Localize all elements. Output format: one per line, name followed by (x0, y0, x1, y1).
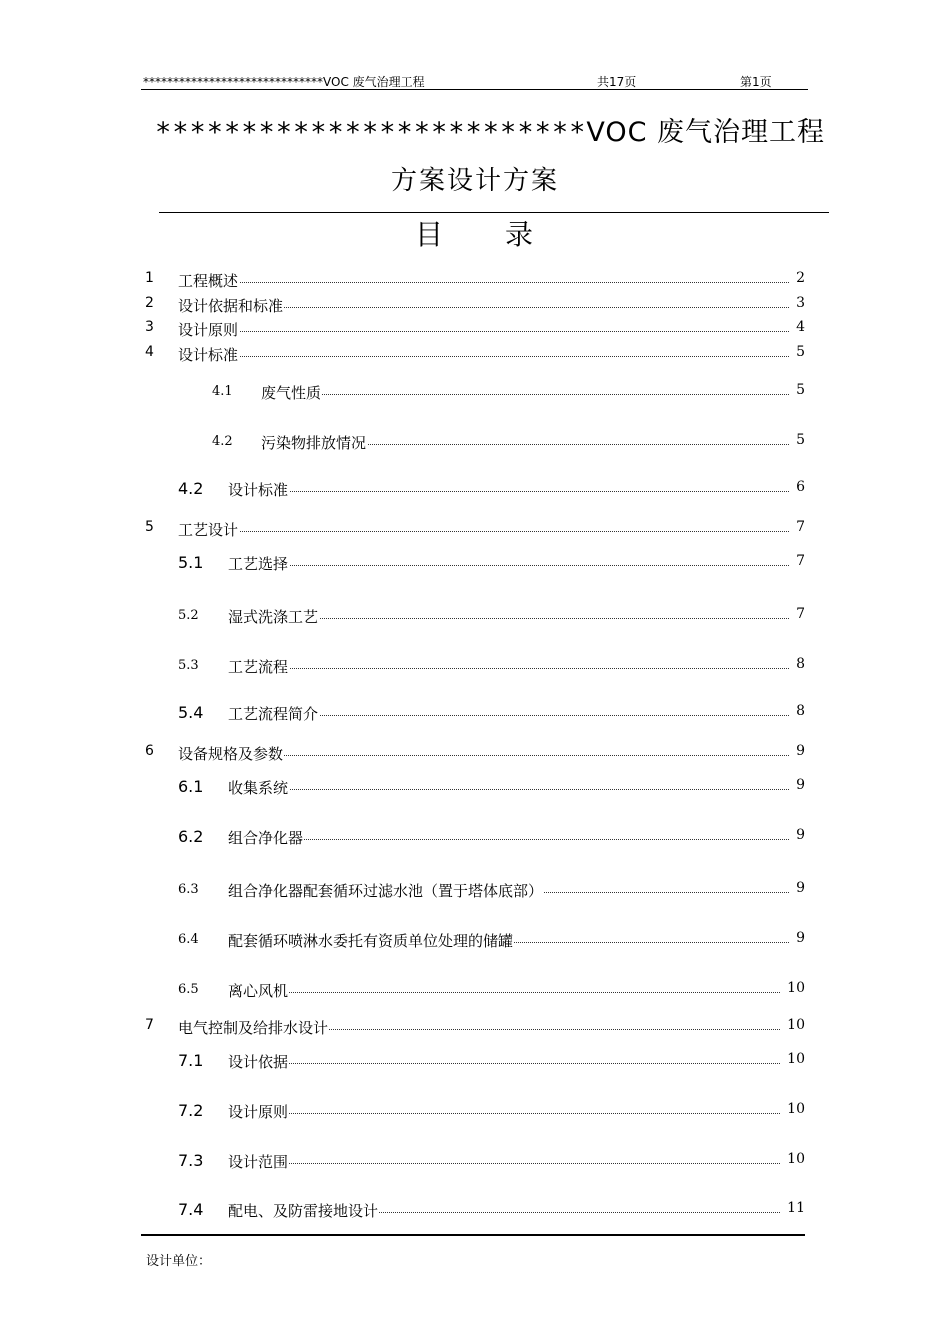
toc-entry-page: 9 (796, 880, 805, 896)
toc-leader-dots (228, 668, 789, 669)
toc-leader-dots (178, 356, 789, 357)
header-total-pages: 共17页 (597, 75, 637, 89)
toc-entry-page: 8 (796, 703, 805, 719)
toc-entry-number: 3 (145, 319, 154, 335)
toc-entry-title: 设计依据和标准 (178, 297, 284, 315)
toc-entry[interactable] (0, 978, 950, 1000)
toc-entry-page: 10 (787, 1051, 805, 1067)
toc-entry-page: 9 (796, 777, 805, 793)
toc-entry-number: 4.1 (212, 384, 233, 399)
toc-entry[interactable] (0, 477, 950, 499)
toc-entry[interactable] (0, 654, 950, 676)
toc-entry-page: 5 (796, 344, 805, 360)
toc-entry[interactable] (0, 775, 950, 797)
toc-heading: 目 录 (414, 218, 535, 251)
toc-entry-title: 离心风机 (228, 982, 289, 1000)
toc-entry[interactable] (0, 1015, 950, 1037)
toc-entry-title: 工艺流程简介 (228, 705, 319, 723)
toc-entry-number: 6.3 (178, 882, 199, 897)
toc-entry[interactable] (0, 293, 950, 315)
toc-entry-title: 湿式洗涤工艺 (228, 608, 319, 626)
toc-entry-page: 7 (796, 519, 805, 535)
toc-entry-number: 6 (145, 743, 154, 759)
toc-entry[interactable] (0, 825, 950, 847)
document-title-line2: 方案设计方案 (390, 166, 559, 196)
toc-entry-number: 4 (145, 344, 154, 360)
toc-entry-number: 4.2 (178, 479, 204, 498)
toc-entry[interactable] (0, 517, 950, 539)
toc-entry-number: 5 (145, 519, 154, 535)
toc-entry-title: 工艺设计 (178, 521, 239, 539)
title-project: VOC 废气治理工程 (586, 117, 826, 148)
toc-leader-dots (228, 491, 789, 492)
toc-entry-title: 设计原则 (228, 1103, 289, 1121)
toc-entry[interactable] (0, 741, 950, 763)
toc-entry-title: 配电、及防雷接地设计 (228, 1202, 379, 1220)
toc-entry-number: 5.1 (178, 553, 204, 572)
toc-entry-title: 收集系统 (228, 779, 289, 797)
toc-entry-page: 9 (796, 743, 805, 759)
toc-entry-page: 8 (796, 656, 805, 672)
toc-entry-title: 设计依据 (228, 1053, 289, 1071)
toc-entry-title: 设备规格及参数 (178, 745, 284, 763)
toc-entry-number: 5.3 (178, 658, 199, 673)
toc-entry-page: 3 (796, 295, 805, 311)
toc-entry[interactable] (0, 1099, 950, 1121)
toc-entry-page: 5 (796, 382, 805, 398)
toc-entry-number: 7.2 (178, 1101, 204, 1120)
toc-entry-number: 7.4 (178, 1200, 204, 1219)
toc-entry[interactable] (0, 380, 950, 402)
toc-entry-title: 组合净化器 (228, 829, 304, 847)
toc-leader-dots (178, 282, 789, 283)
toc-entry[interactable] (0, 1149, 950, 1171)
toc-entry-page: 4 (796, 319, 805, 335)
toc-entry-title: 工艺选择 (228, 555, 289, 573)
toc-entry-title: 废气性质 (261, 384, 322, 402)
toc-entry-title: 电气控制及给排水设计 (178, 1019, 329, 1037)
toc-entry-title: 设计标准 (178, 346, 239, 364)
toc-entry-page: 7 (796, 606, 805, 622)
toc-entry-page: 5 (796, 432, 805, 448)
toc-leader-dots (228, 1063, 780, 1064)
document-title-line1 (0, 110, 950, 149)
toc-entry-number: 7.3 (178, 1151, 204, 1170)
toc-entry-number: 7.1 (178, 1051, 204, 1070)
toc-entry-number: 1 (145, 270, 154, 286)
header-rule (141, 89, 808, 90)
header-project-title: ******************************VOC 废气治理工程 (143, 75, 425, 89)
title-stars: ************************* (154, 117, 587, 148)
toc-leader-dots (261, 394, 789, 395)
toc-leader-dots (228, 839, 789, 840)
toc-entry-page: 10 (787, 1151, 805, 1167)
toc-entry-title: 设计标准 (228, 481, 289, 499)
toc-entry-page: 6 (796, 479, 805, 495)
header-current-page: 第1页 (740, 75, 772, 89)
toc-leader-dots (228, 1113, 780, 1114)
toc-entry[interactable] (0, 878, 950, 900)
toc-entry-title: 工艺流程 (228, 658, 289, 676)
toc-entry[interactable] (0, 604, 950, 626)
toc-entry[interactable] (0, 317, 950, 339)
toc-entry[interactable] (0, 551, 950, 573)
toc-entry-title: 设计范围 (228, 1153, 289, 1171)
toc-entry-page: 11 (787, 1200, 805, 1216)
toc-leader-dots (178, 531, 789, 532)
footer-rule (141, 1234, 805, 1236)
toc-entry-number: 6.5 (178, 982, 199, 997)
toc-leader-dots (178, 331, 789, 332)
toc-entry-title: 工程概述 (178, 272, 239, 290)
toc-entry-title: 组合净化器配套循环过滤水池（置于塔体底部） (228, 882, 544, 900)
toc-entry[interactable] (0, 1049, 950, 1071)
toc-entry[interactable] (0, 928, 950, 950)
toc-leader-dots (228, 1163, 780, 1164)
toc-entry-number: 4.2 (212, 434, 233, 449)
footer-design-unit: 设计单位： (146, 1254, 212, 1269)
toc-entry-title: 设计原则 (178, 321, 239, 339)
toc-entry[interactable] (0, 430, 950, 452)
toc-entry-number: 2 (145, 295, 154, 311)
page-header (143, 71, 808, 89)
toc-leader-dots (228, 789, 789, 790)
toc-entry-page: 9 (796, 827, 805, 843)
toc-entry-number: 7 (145, 1017, 154, 1033)
toc-entry-page: 10 (787, 980, 805, 996)
toc-entry-page: 7 (796, 553, 805, 569)
toc-entry[interactable] (0, 268, 950, 290)
toc-entry-page: 9 (796, 930, 805, 946)
toc-leader-dots (228, 992, 780, 993)
toc-entry-number: 6.4 (178, 932, 199, 947)
toc-entry-number: 6.2 (178, 827, 204, 846)
toc-leader-dots (228, 565, 789, 566)
toc-entry-number: 6.1 (178, 777, 204, 796)
toc-entry-page: 2 (796, 270, 805, 286)
toc-entry[interactable] (0, 701, 950, 723)
toc-entry[interactable] (0, 1198, 950, 1220)
toc-entry[interactable] (0, 342, 950, 364)
toc-entry-page: 10 (787, 1101, 805, 1117)
toc-entry-number: 5.2 (178, 608, 199, 623)
toc-entry-title: 污染物排放情况 (261, 434, 367, 452)
toc-entry-title: 配套循环喷淋水委托有资质单位处理的储罐 (228, 932, 514, 950)
toc-entry-number: 5.4 (178, 703, 204, 722)
toc-entry-page: 10 (787, 1017, 805, 1033)
